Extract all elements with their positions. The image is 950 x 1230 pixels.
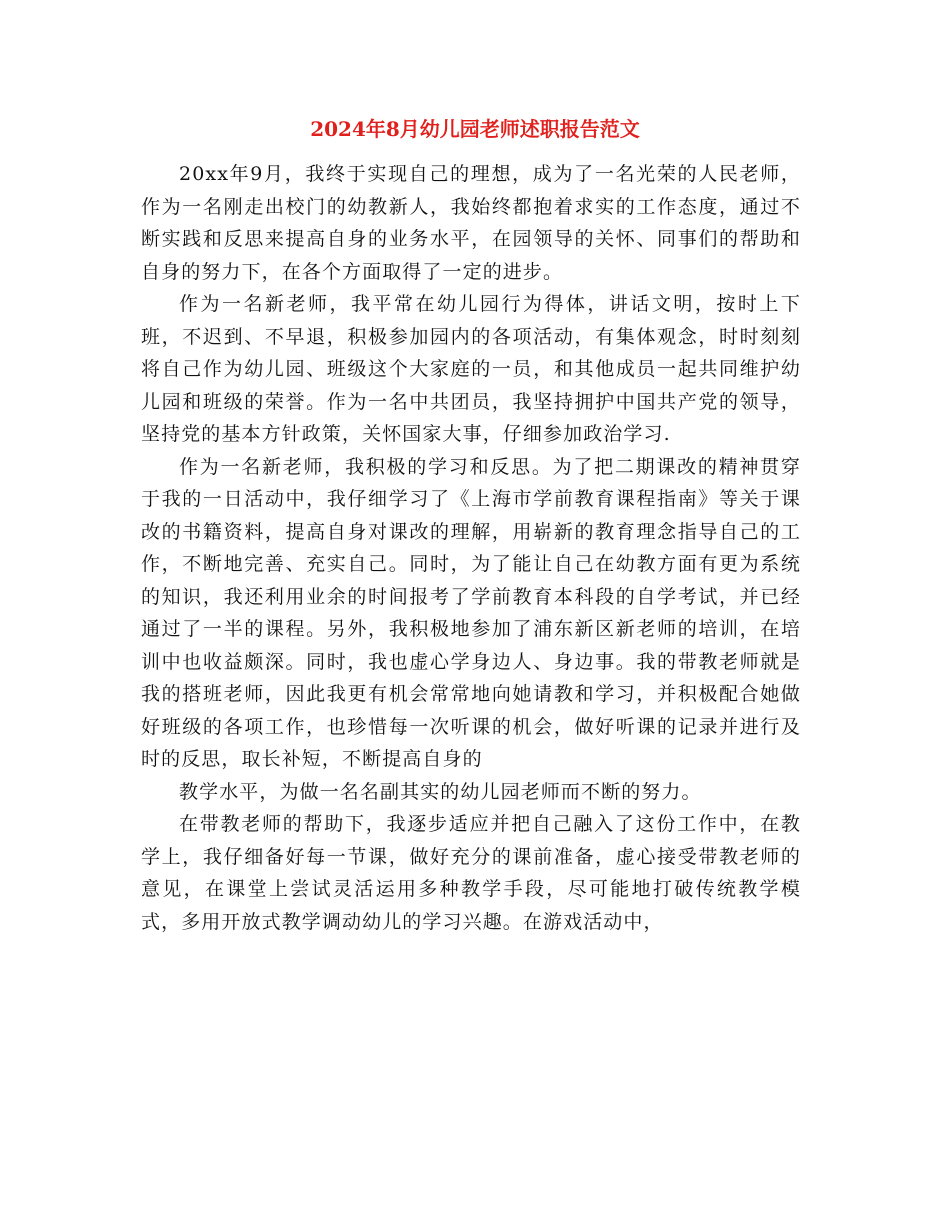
- document-body: [141, 158, 801, 938]
- paragraph-4: 教学水平，为做一名名副其实的幼儿园老师而不断的努力。: [179, 780, 702, 803]
- paragraph-2: 作为一名新老师，我平常在幼儿园行为得体，讲话文明，按时上下班，不迟到、不早退，积极参加园内的各项活动，有集体观念，时时刻刻将自己作为幼儿园、班级这个大家庭的一员，和其他成员一起共同维护幼儿园和班级的荣誉。作为一名中共团员，我坚持拥护中国共产党的领导，坚持党的基本方针政策，关怀国家大事，仔细参加政治学习.: [141, 293, 801, 445]
- paragraph-1: 20xx年9月，我终于实现自己的理想，成为了一名光荣的人民老师，作为一名刚走出校门的幼教新人，我始终都抱着求实的工作态度，通过不断实践和反思来提高自身的业务水平，在园领导的关怀、同事们的帮助和自身的努力下，在各个方面取得了一定的进步。: [141, 163, 801, 283]
- paragraph-5: 在带教老师的帮助下，我逐步适应并把自己融入了这份工作中，在教学上，我仔细备好每一节课，做好充分的课前准备，虚心接受带教老师的意见，在课堂上尝试灵活运用多种教学手段，尽可能地打破传统教学模式，多用开放式教学调动幼儿的学习兴趣。在游戏活动中，: [141, 813, 801, 933]
- document-title: 2024年8月幼儿园老师述职报告范文: [310, 117, 640, 141]
- paragraph-3: 作为一名新老师，我积极的学习和反思。为了把二期课改的精神贯穿于我的一日活动中，我仔细学习了《上海市学前教育课程指南》等关于课改的书籍资料，提高自身对课改的理解，用崭新的教育理念指导自己的工作，不断地完善、充实自己。同时，为了能让自己在幼教方面有更为系统的知识，我还利用业余的时间报考了学前教育本科段的自学考试，并已经通过了一半的课程。另外，我积极地参加了浦东新区新老师的培训，在培训中也收益颇深。同时，我也虚心学身边人、身边事。我的带教老师就是我的搭班老师，因此我更有机会常常地向她请教和学习，并积极配合她做好班级的各项工作，也珍惜每一次听课的机会，做好听课的记录并进行及时的反思，取长补短，不断提高自身的: [141, 455, 801, 770]
